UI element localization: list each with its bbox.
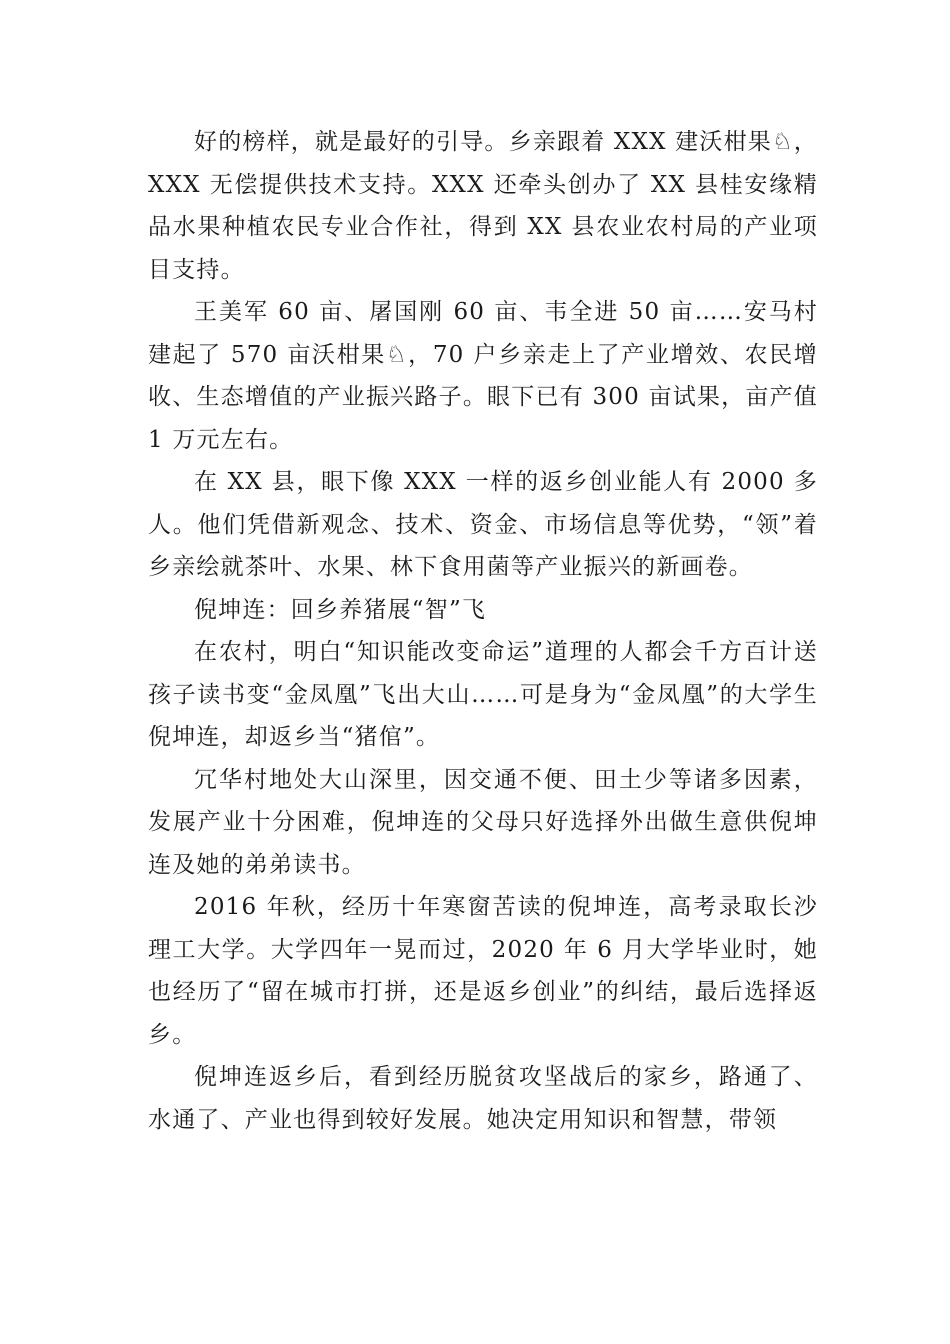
paragraph-7: 2016 年秋，经历十年寒窗苦读的倪坤连，高考录取长沙理工大学。大学四年一晃而过，2020 年 6 月大学毕业时，她也经历了“留在城市打拼，还是返乡创业”的纠结，最后选择返乡。 xyxy=(148,894,818,1048)
paragraph-5: 在农村，明白“知识能改变命运”道理的人都会千方百计送孩子读书变“金凤凰”飞出大山……可是身为“金凤凰”的大学生倪坤连，却返乡当“猪倌”。 xyxy=(148,639,818,750)
paragraph-8: 倪坤连返乡后，看到经历脱贫攻坚战后的家乡，路通了、水通了、产业也得到较好发展。她决定用知识和智慧，带领 xyxy=(148,1064,818,1133)
paragraph-2: 王美军 60 亩、屠国刚 60 亩、韦全进 50 亩……安马村建起了 570 亩沃柑果♘，70 户乡亲走上了产业增效、农民增收、生态增值的产业振兴路子。眼下已有 300 亩试果，亩产值 1 万元左右。 xyxy=(148,299,818,453)
body-text xyxy=(148,121,818,1141)
section-heading: 倪坤连：回乡养猪展“智”飞 xyxy=(194,596,487,623)
paragraph-3: 在 XX 县，眼下像 XXX 一样的返乡创业能人有 2000 多人。他们凭借新观念、技术、资金、市场信息等优势，“领”着乡亲绘就茶叶、水果、林下食用菌等产业振兴的新画卷。 xyxy=(148,469,818,580)
paragraph-1: 好的榜样，就是最好的引导。乡亲跟着 XXX 建沃柑果♘，XXX 无偿提供技术支持。XXX 还牵头创办了 XX 县桂安缘精品水果种植农民专业合作社，得到 XX 县农业农村局的产业项目支持。 xyxy=(148,129,818,283)
paragraph-6: 冗华村地处大山深里，因交通不便、田土少等诸多因素，发展产业十分困难，倪坤连的父母只好选择外出做生意供倪坤连及她的弟弟读书。 xyxy=(148,766,818,878)
